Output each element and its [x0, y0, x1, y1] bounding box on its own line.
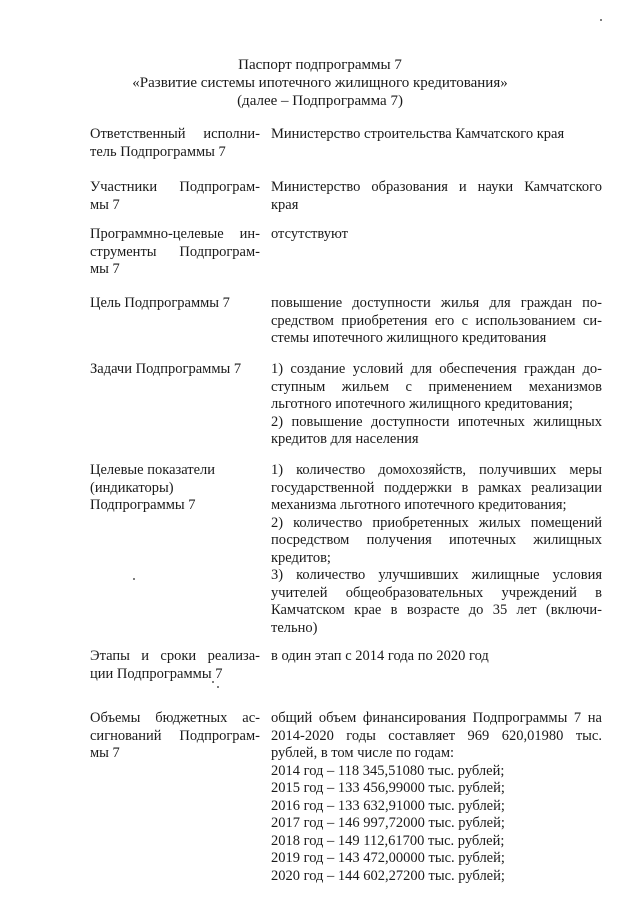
label-line: Задачи Подпрограммы 7: [90, 361, 242, 377]
value-line: 2015 год – 133 456,99000 тыс. рублей;: [271, 780, 505, 796]
title-line-2: «Развитие системы ипотечного жилищного кредитования»: [132, 75, 508, 91]
value-line: 2) количество приобретенных жилых помещений: [271, 514, 602, 531]
label-line: Объемы бюджетных ас-: [90, 710, 260, 726]
row-label: [90, 710, 260, 763]
label-line: Этапы и сроки реализа-: [90, 648, 260, 664]
value-line: государственной поддержки в рамках реализации: [271, 479, 602, 496]
row-label: [90, 361, 260, 379]
value-line: кредитов;: [271, 549, 331, 566]
value-line: 2018 год – 149 112,61700 тыс. рублей;: [271, 832, 505, 849]
label-line: струменты Подпрограм-: [90, 243, 260, 260]
value-line: механизма льготного ипотечного кредитования;: [271, 497, 567, 513]
value-line: в один этап с 2014 года по 2020 год: [271, 648, 489, 664]
value-line: 2016 год – 133 632,91000 тыс. рублей;: [271, 797, 505, 814]
title-line-1: Паспорт подпрограммы 7: [238, 57, 402, 73]
value-line: 2014-2020 годы составляет 969 620,01980 тыс.: [271, 727, 602, 744]
value-line: 2017 год – 146 997,72000 тыс. рублей;: [271, 815, 505, 831]
row-label: [90, 295, 260, 313]
value-line: 1) создание условий для обеспечения граждан до-: [271, 361, 602, 377]
label-line: Программно-целевые ин-: [90, 226, 260, 242]
label-line: Целевые показатели: [90, 462, 216, 478]
value-line: средством приобретения его с использованием си-: [271, 312, 602, 329]
label-line: (индикаторы): [90, 479, 174, 496]
row-label: [90, 126, 260, 161]
label-line: Подпрограммы 7: [90, 497, 196, 513]
label-line: сигнований Подпрограм-: [90, 727, 260, 744]
row-value: [271, 648, 602, 666]
value-line: Министерство строительства Камчатского края: [271, 126, 565, 142]
scan-speck: [600, 19, 602, 21]
row-label: [90, 226, 260, 279]
value-line: 2014 год – 118 345,51080 тыс. рублей;: [271, 762, 505, 779]
label-line: ции Подпрограммы 7: [90, 665, 223, 682]
label-line: тель Подпрограммы 7: [90, 143, 226, 160]
value-line: 3) количество улучшивших жилищные условия: [271, 567, 602, 583]
row-label: [90, 648, 260, 683]
row-value: [271, 462, 602, 637]
value-line: повышение доступности жилья для граждан по-: [271, 295, 602, 311]
value-line: общий объем финансирования Подпрограммы 7 на: [271, 710, 602, 726]
label-line: Цель Подпрограммы 7: [90, 295, 230, 311]
passport-title: [0, 56, 640, 110]
scan-speck: [217, 686, 219, 688]
value-line: ступным жильем с применением механизмов: [271, 378, 602, 395]
label-line: Ответственный исполни-: [90, 126, 260, 142]
row-value: [271, 295, 602, 348]
value-line: рублей, в том числе по годам:: [271, 745, 455, 761]
label-line: мы 7: [90, 261, 120, 277]
value-line: 2) повышение доступности ипотечных жилищных: [271, 413, 602, 430]
title-line-3: (далее – Подпрограмма 7): [237, 93, 403, 109]
scan-speck: [212, 681, 214, 683]
row-value: [271, 226, 602, 244]
value-line: 2020 год – 144 602,27200 тыс. рублей;: [271, 867, 505, 884]
row-label: [90, 179, 260, 214]
label-line: мы 7: [90, 196, 120, 213]
value-line: Министерство образования и науки Камчатского: [271, 179, 602, 195]
value-line: тельно): [271, 619, 318, 636]
label-line: Участники Подпрограм-: [90, 179, 260, 195]
value-line: отсутствуют: [271, 226, 348, 242]
value-line: посредством получения ипотечных жилищных: [271, 532, 602, 548]
value-line: льготного ипотечного жилищного кредитования;: [271, 396, 573, 412]
value-line: Камчатском крае в возрасте до 35 лет (включи-: [271, 602, 602, 618]
value-line: стемы ипотечного жилищного кредитования: [271, 330, 547, 346]
value-line: края: [271, 196, 299, 213]
scan-speck: [133, 578, 135, 580]
row-value: [271, 126, 602, 144]
row-value: [271, 710, 602, 885]
value-line: кредитов для населения: [271, 431, 419, 447]
row-value: [271, 179, 602, 214]
value-line: 1) количество домохозяйств, получивших меры: [271, 462, 602, 478]
label-line: мы 7: [90, 745, 120, 761]
value-line: 2019 год – 143 472,00000 тыс. рублей;: [271, 850, 505, 866]
row-value: [271, 361, 602, 449]
row-label: [90, 462, 260, 515]
value-line: учителей общеобразовательных учреждений в: [271, 584, 602, 601]
